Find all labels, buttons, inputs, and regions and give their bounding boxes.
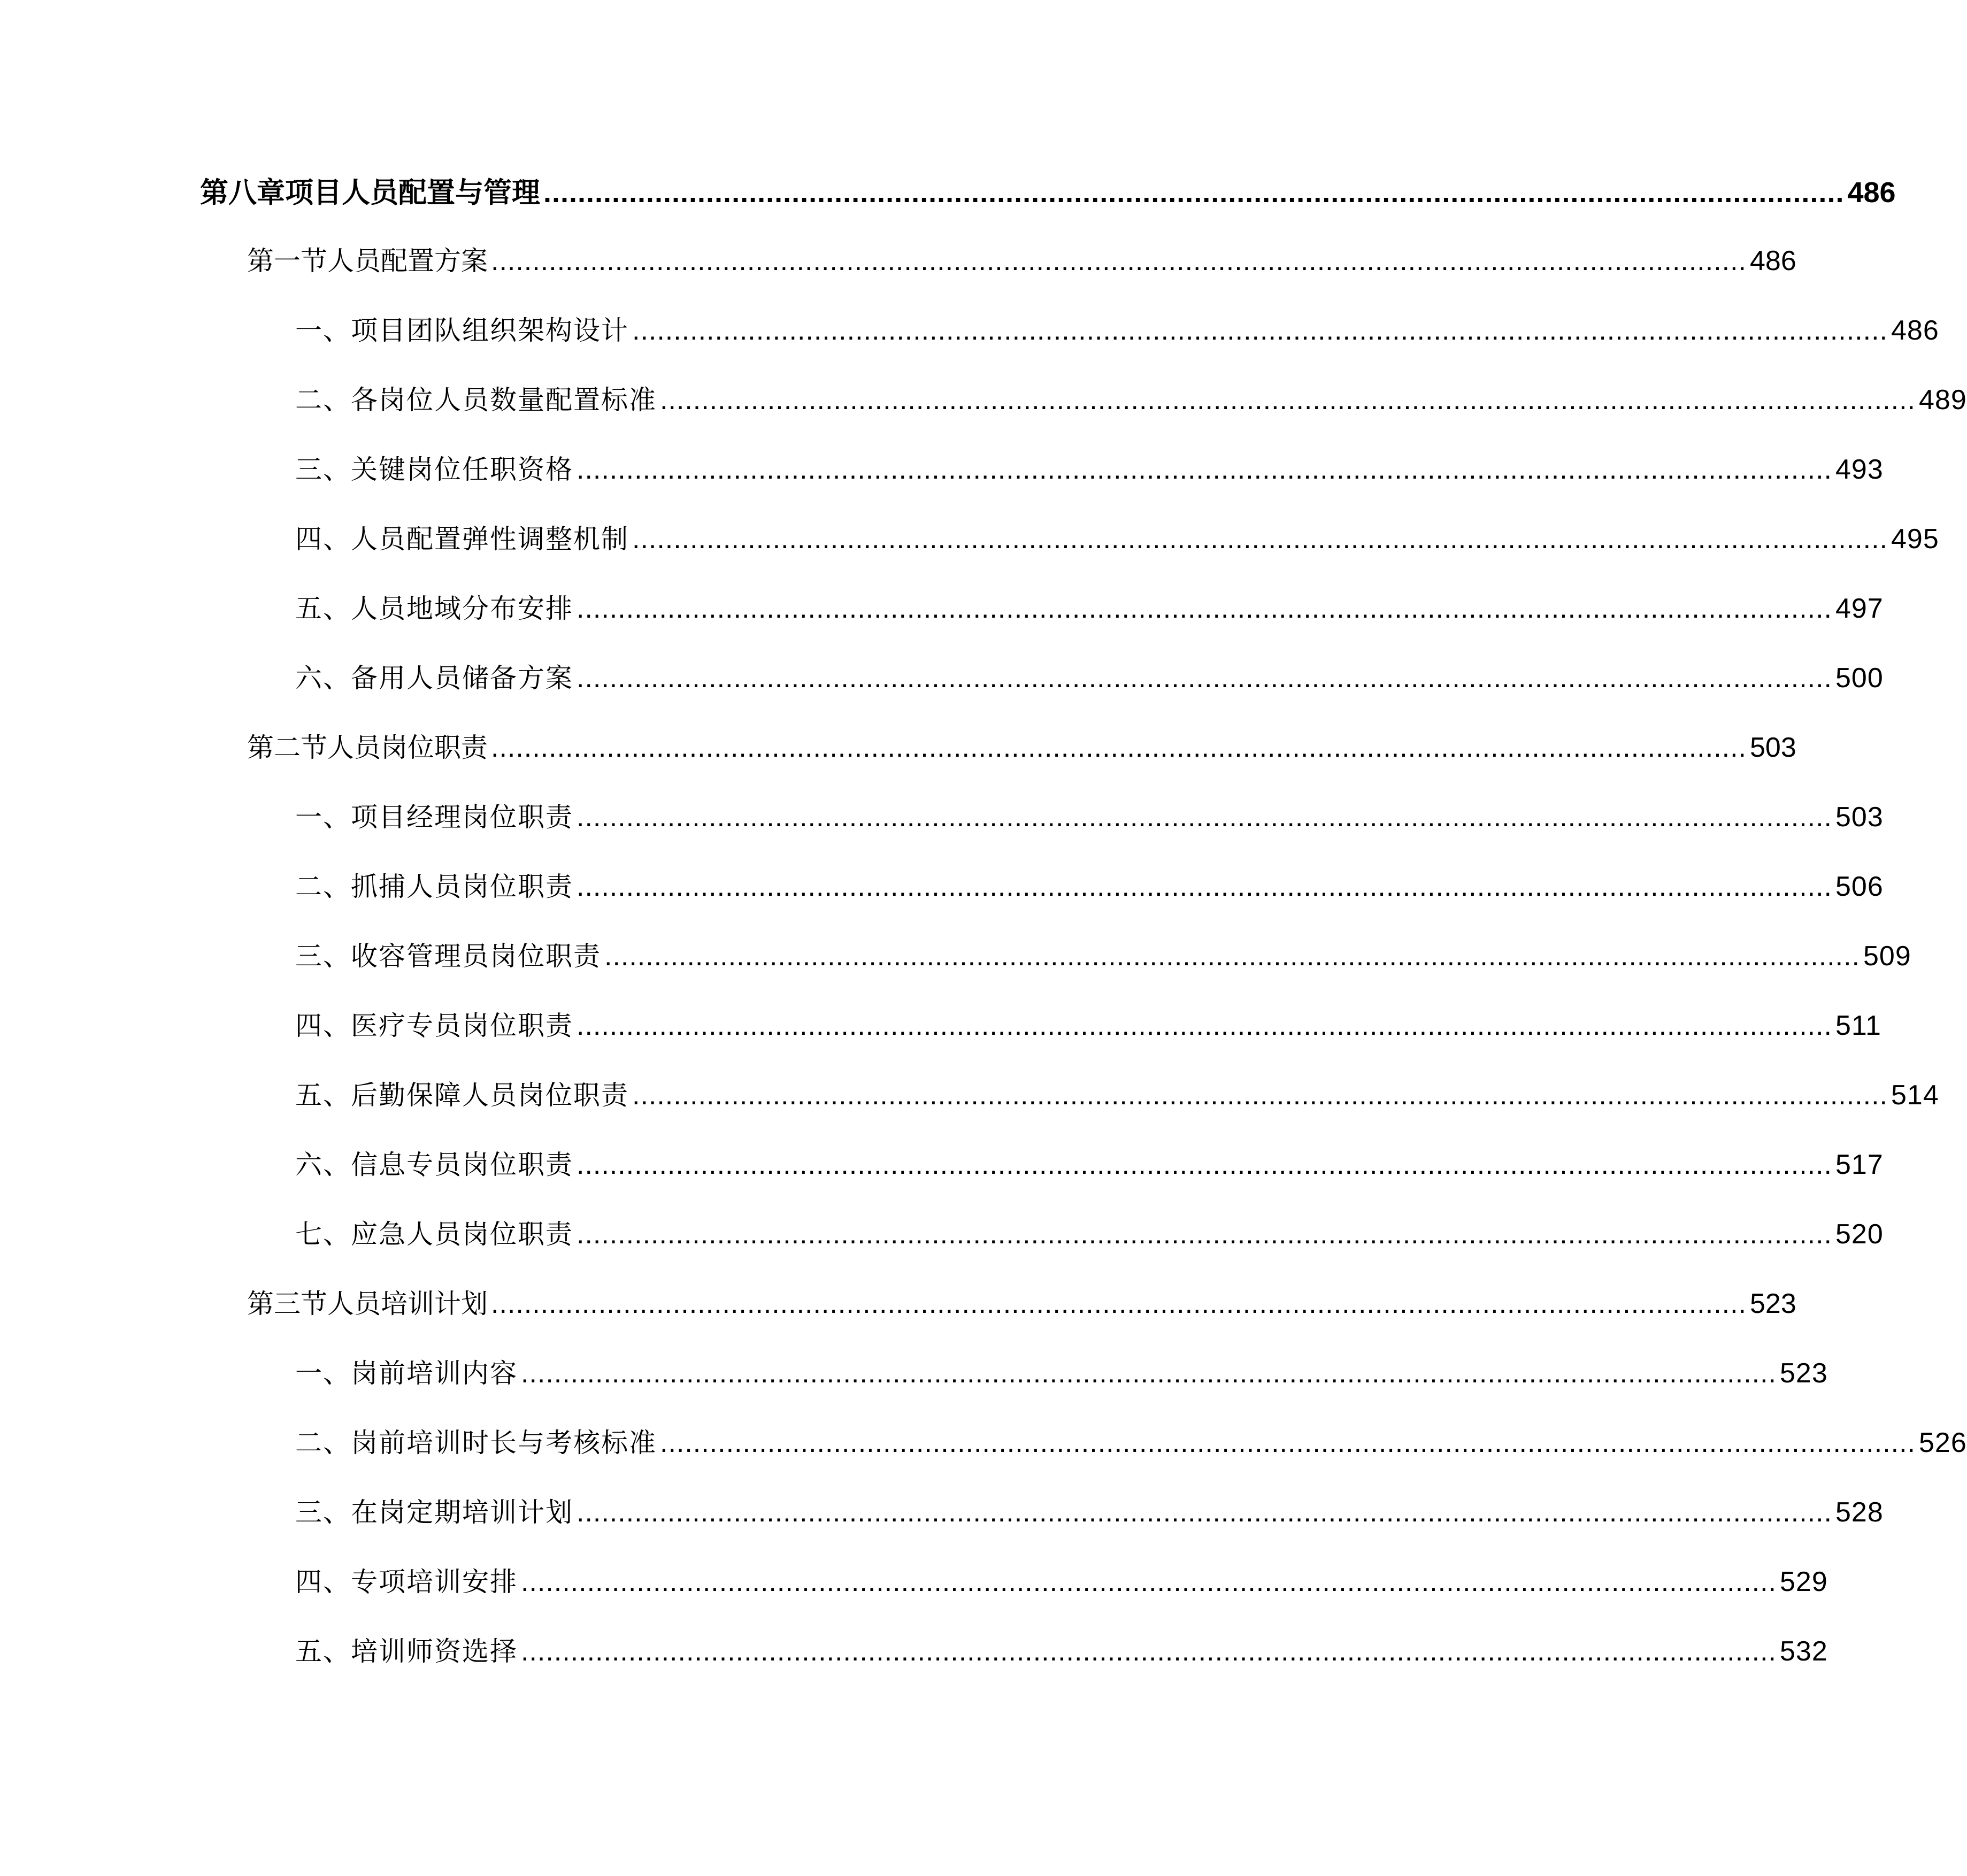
- toc-page-number: 511: [1835, 1010, 1881, 1041]
- toc-entry-label: 五、培训师资选择: [295, 1636, 518, 1667]
- toc-page-number: 520: [1835, 1219, 1884, 1250]
- toc-page-number: 523: [1749, 1288, 1796, 1319]
- toc-dot-leader: ........................................................................................................................................................: [604, 941, 1860, 972]
- toc-entry-label: 六、备用人员储备方案: [295, 663, 573, 694]
- toc-entry-label: 二、抓捕人员岗位职责: [295, 871, 573, 902]
- toc-entry-label: 三、收容管理员岗位职责: [295, 941, 601, 972]
- toc-item[interactable]: [295, 657, 1884, 702]
- toc-entry-label: 第一节人员配置方案: [247, 245, 488, 276]
- toc-item[interactable]: [295, 1630, 1828, 1675]
- toc-page-number: 495: [1891, 524, 1939, 555]
- toc-page-number: 500: [1835, 663, 1884, 694]
- toc-dot-leader: ........................................................................................................................................................: [660, 1427, 1916, 1458]
- toc-item[interactable]: [295, 587, 1884, 632]
- toc-dot-leader: ........................................................................................................................................................: [577, 1219, 1832, 1250]
- toc-page-number: 523: [1779, 1358, 1828, 1389]
- toc-dot-leader: ........................................................................................................................................................: [577, 802, 1832, 833]
- toc-page-number: 503: [1835, 802, 1884, 833]
- toc-entry-label: 四、人员配置弹性调整机制: [295, 524, 629, 555]
- toc-entry-label: 五、人员地域分布安排: [295, 593, 573, 624]
- toc-dot-leader: ........................................................................................................................................................: [491, 245, 1747, 276]
- toc-dot-leader: ........................................................................................................................................................: [577, 663, 1832, 694]
- toc-page-number: 526: [1918, 1427, 1967, 1458]
- toc-entry-label: 二、各岗位人员数量配置标准: [295, 385, 657, 416]
- toc-entry-label: 第三节人员培训计划: [247, 1288, 488, 1319]
- toc-page-number: 532: [1779, 1636, 1828, 1667]
- toc-dot-leader: ........................................................................................................................................................: [577, 871, 1832, 902]
- toc-item[interactable]: [295, 865, 1884, 910]
- toc-entry-label: 四、医疗专员岗位职责: [295, 1010, 573, 1041]
- toc-chapter-8[interactable]: [200, 170, 1896, 215]
- toc-page-number: 493: [1835, 454, 1884, 485]
- toc-item[interactable]: [295, 935, 1911, 980]
- toc-page-number: 509: [1863, 941, 1911, 972]
- toc-page-number: 517: [1835, 1149, 1884, 1180]
- toc-item[interactable]: [295, 1074, 1939, 1119]
- toc-item[interactable]: [295, 1560, 1828, 1605]
- toc-entry-label: 七、应急人员岗位职责: [295, 1219, 573, 1250]
- toc-dot-leader: ........................................................................................................................................................: [521, 1566, 1777, 1597]
- toc-dot-leader: ........................................................................................................................................................: [577, 1010, 1832, 1041]
- toc-entry-label: 五、后勤保障人员岗位职责: [295, 1080, 629, 1111]
- toc-entry-label: 一、岗前培训内容: [295, 1358, 518, 1389]
- toc-entry-label: 第二节人员岗位职责: [247, 732, 488, 763]
- toc-dot-leader: ........................................................................................................................................................: [491, 732, 1747, 763]
- toc-entry-label: 六、信息专员岗位职责: [295, 1149, 573, 1180]
- toc-dot-leader: ........................................................................................................................................................: [577, 593, 1832, 624]
- toc-entry-label: 二、岗前培训时长与考核标准: [295, 1427, 657, 1458]
- toc-item[interactable]: [295, 379, 1967, 424]
- toc-page-number: 503: [1749, 732, 1796, 763]
- toc-item[interactable]: [295, 518, 1939, 563]
- toc-dot-leader: ........................................................................................................................................................: [521, 1358, 1777, 1389]
- toc-page-number: 514: [1891, 1080, 1939, 1111]
- toc-dot-leader: ........................................................................................................................................................: [632, 315, 1888, 346]
- toc-page-number: 529: [1779, 1566, 1828, 1597]
- toc-dot-leader: ........................................................................................................................................................: [577, 1497, 1832, 1528]
- toc-dot-leader: ........................................................................................................................................................: [543, 176, 1845, 209]
- toc-page-number: 486: [1749, 245, 1796, 276]
- toc-section-2[interactable]: [247, 726, 1796, 771]
- toc-page-number: 506: [1835, 871, 1884, 902]
- toc-dot-leader: ........................................................................................................................................................: [577, 454, 1832, 485]
- toc-entry-label: 一、项目团队组织架构设计: [295, 315, 629, 346]
- toc-dot-leader: ........................................................................................................................................................: [632, 1080, 1888, 1111]
- toc-dot-leader: ........................................................................................................................................................: [632, 524, 1888, 555]
- toc-dot-leader: ........................................................................................................................................................: [660, 385, 1916, 416]
- toc-dot-leader: ........................................................................................................................................................: [491, 1288, 1747, 1319]
- toc-section-3[interactable]: [247, 1282, 1796, 1327]
- toc-item[interactable]: [295, 1491, 1884, 1536]
- toc-page-number: 486: [1891, 315, 1939, 346]
- toc-item[interactable]: [295, 796, 1884, 841]
- toc-dot-leader: ........................................................................................................................................................: [577, 1149, 1832, 1180]
- toc-item[interactable]: [295, 1213, 1884, 1258]
- toc-page-number: 489: [1918, 385, 1967, 416]
- toc-item[interactable]: [295, 1004, 1881, 1049]
- toc-entry-label: 三、在岗定期培训计划: [295, 1497, 573, 1528]
- toc-item[interactable]: [295, 1143, 1884, 1188]
- toc-item[interactable]: [295, 1421, 1967, 1466]
- toc-entry-label: 第八章项目人员配置与管理: [200, 176, 540, 209]
- toc-entry-label: 三、关键岗位任职资格: [295, 454, 573, 485]
- toc-page-number: 528: [1835, 1497, 1884, 1528]
- toc-entry-label: 一、项目经理岗位职责: [295, 802, 573, 833]
- toc-item[interactable]: [295, 1352, 1828, 1397]
- toc-page-number: 486: [1847, 176, 1896, 209]
- toc-dot-leader: ........................................................................................................................................................: [521, 1636, 1777, 1667]
- toc-section-1[interactable]: [247, 240, 1796, 285]
- toc-entry-label: 四、专项培训安排: [295, 1566, 518, 1597]
- toc-item[interactable]: [295, 448, 1884, 493]
- toc-item[interactable]: [295, 309, 1939, 354]
- toc-page-number: 497: [1835, 593, 1884, 624]
